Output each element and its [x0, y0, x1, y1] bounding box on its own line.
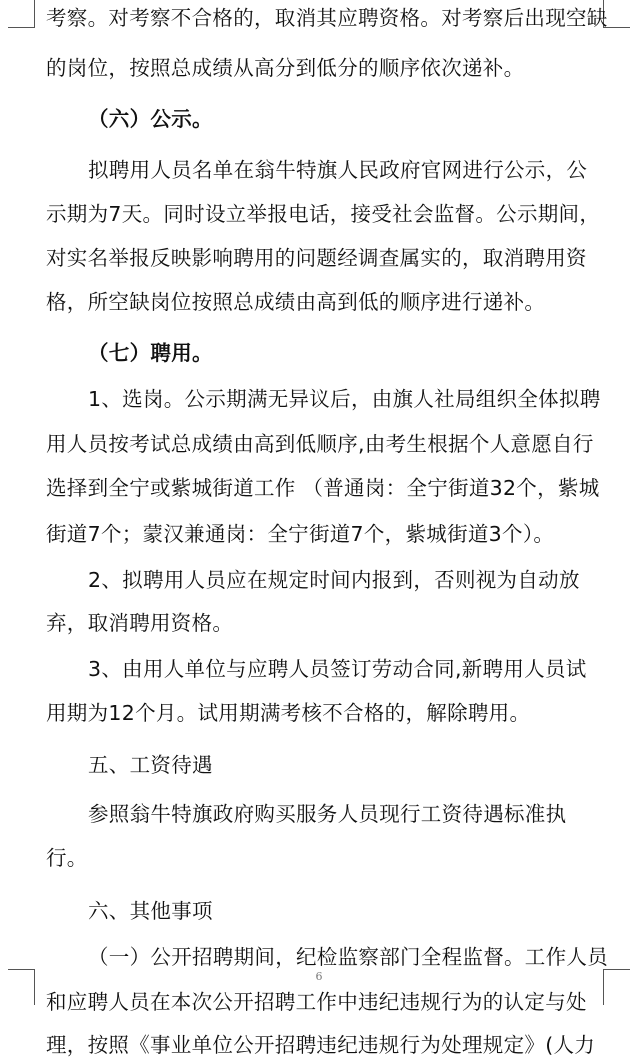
- paragraph-line: 对实名举报反映影响聘用的问题经调查属实的，取消聘用资: [46, 246, 587, 270]
- section-heading: （七）聘用。: [88, 341, 213, 365]
- paragraph-line: 拟聘用人员名单在翁牛特旗人民政府官网进行公示，公: [88, 158, 588, 182]
- paragraph-line: 弃，取消聘用资格。: [46, 611, 234, 635]
- paragraph-line: 五、工资待遇: [88, 753, 213, 777]
- crop-mark-top-left-h: [8, 27, 35, 28]
- paragraph-line: 格，所空缺岗位按照总成绩由高到低的顺序进行递补。: [46, 290, 546, 314]
- paragraph-line: 考察。对考察不合格的，取消其应聘资格。对考察后出现空缺: [46, 6, 608, 30]
- crop-mark-top-left-v: [34, 0, 35, 27]
- paragraph-line: 用期为12个月。试用期满考核不合格的，解除聘用。: [46, 701, 531, 725]
- paragraph-line: 六、其他事项: [88, 899, 213, 923]
- paragraph-line: 的岗位，按照总成绩从高分到低分的顺序依次递补。: [46, 56, 525, 80]
- paragraph-line: 3、由用人单位与应聘人员签订劳动合同,新聘用人员试: [88, 657, 587, 681]
- paragraph-line: 示期为7天。同时设立举报电话，接受社会监督。公示期间，: [46, 202, 601, 226]
- paragraph-line: 选择到全宁或紫城街道工作 （普通岗：全宁街道32个，紫城: [46, 476, 600, 500]
- paragraph-line: 参照翁牛特旗政府购买服务人员现行工资待遇标准执: [88, 802, 567, 826]
- paragraph-line: 和应聘人员在本次公开招聘工作中违纪违规行为的认定与处: [46, 990, 587, 1014]
- paragraph-line: 街道7个；蒙汉兼通岗：全宁街道7个，紫城街道3个）。: [46, 522, 555, 546]
- section-heading: （六）公示。: [88, 107, 213, 131]
- paragraph-line: （一）公开招聘期间，纪检监察部门全程监督。工作人员: [88, 945, 608, 969]
- paragraph-line: 1、选岗。公示期满无异议后，由旗人社局组织全体拟聘: [88, 387, 601, 411]
- paragraph-line: 用人员按考试总成绩由高到低顺序,由考生根据个人意愿自行: [46, 432, 594, 456]
- page-number: 6: [315, 970, 323, 983]
- paragraph-line: 行。: [46, 846, 88, 870]
- paragraph-line: 理，按照《事业单位公开招聘违纪违规行为处理规定》(人力: [46, 1033, 596, 1057]
- paragraph-line: 2、拟聘用人员应在规定时间内报到，否则视为自动放: [88, 568, 580, 592]
